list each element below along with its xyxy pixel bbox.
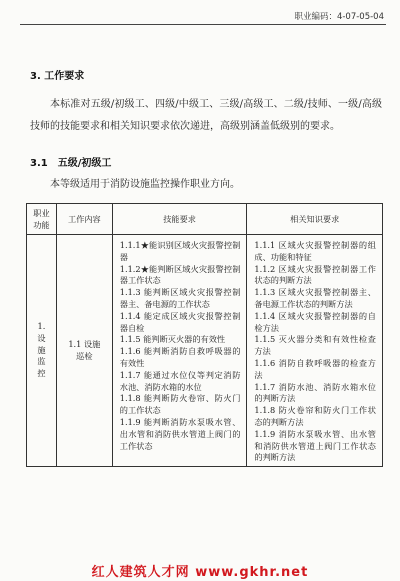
knowledge-item: 1.1.3 区域火灾报警控制器主、备电源工作状态的判断方法 <box>254 287 376 309</box>
skill-item: 1.1.5 能判断灭火器的有效性 <box>119 334 226 345</box>
header-function: 职业 功能 <box>27 204 57 235</box>
header-knowledge: 相关知识要求 <box>247 204 383 235</box>
skill-item: 1.1.8 能判断防火卷帘、防火门的工作状态 <box>119 393 241 416</box>
header-work-content: 工作内容 <box>56 204 112 235</box>
knowledge-item: 1.1.4 区域火灾报警控制器的自检方法 <box>254 310 376 333</box>
knowledge-item: 1.1.6 消防自救呼吸器的检查方法 <box>254 357 376 380</box>
header-skills: 技能要求 <box>112 204 247 235</box>
knowledge-item: 1.1.8 防火卷帘和防火门工作状态的判断方法 <box>254 405 376 427</box>
cell-work-content: 1.1 设施 巡检 <box>56 235 112 467</box>
knowledge-item: 1.1.9 消防水泵吸水管、出水管和消防供水管道上阀门工作状态的判断方法 <box>254 428 376 463</box>
cell-knowledge <box>247 235 383 467</box>
occupation-code: 职业编码：4-07-05-04 <box>294 12 384 22</box>
site-watermark-banner: 红人建筑人才网 www.gkhr.net <box>91 565 309 580</box>
section-3-paragraph: 本标准对五级/初级工、四级/中级工、三级/高级工、二级/技师、一级/高级技师的技能要求和相关知识要求依次递进，高级别涵盖低级别的要求。 <box>30 99 382 132</box>
skill-item: 1.1.4 能定成区域火灾报警控制器自检 <box>119 310 241 333</box>
cell-function: 1. 设 施 监 控 <box>27 235 57 467</box>
table-row <box>27 235 383 467</box>
knowledge-item: 1.1.7 消防水池、消防水箱水位的判断方法 <box>254 381 376 404</box>
knowledge-item: 1.1.2 区域火灾报警控制器工作状态的判断方法 <box>254 263 376 286</box>
skill-item: 1.1.6 能判断消防自救呼吸器的有效性 <box>119 346 241 368</box>
skill-item: 1.1.9 能判断消防水泵吸水管、出水管和消防供水管道上阀门的工作状态 <box>119 416 241 451</box>
skill-item: 1.1.7 能通过水位仪等判定消防水池、消防水箱的水位 <box>119 369 241 392</box>
work-requirements-table <box>26 203 383 467</box>
section-3-1-heading: 3.1 五级/初级工 <box>30 158 112 169</box>
section-3-1-paragraph: 本等级适用于消防设施监控操作职业方向。 <box>50 179 240 190</box>
table-header-row <box>27 204 383 235</box>
knowledge-item: 1.1.1 区域火灾报警控制器的组成、功能和特征 <box>254 240 376 262</box>
header-rule <box>20 24 386 25</box>
skill-item: 1.1.1★能识别区域火灾报警控制器 <box>119 240 241 262</box>
skill-item: 1.1.2★能判断区域火灾报警控制器工作状态 <box>119 263 241 286</box>
section-3-heading: 3. 工作要求 <box>30 71 85 82</box>
cell-skills <box>112 235 247 467</box>
knowledge-item: 1.1.5 灭火器分类和有效性检查方法 <box>254 334 376 357</box>
skill-item: 1.1.3 能判断区域火灾报警控制器主、备电源的工作状态 <box>119 287 241 309</box>
